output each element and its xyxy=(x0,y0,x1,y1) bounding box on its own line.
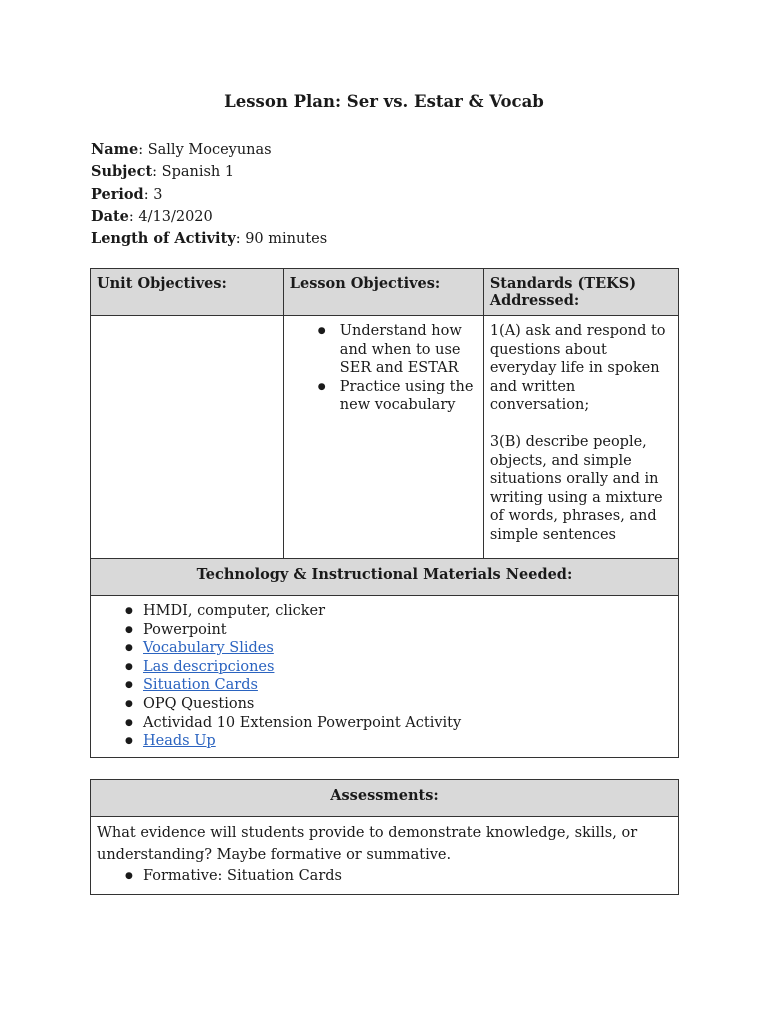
assessments-prompt: What evidence will students provide to demonstrate knowledge, skills, or understanding? Maybe formative or summative. xyxy=(97,825,638,863)
page-title: Lesson Plan: Ser vs. Estar & Vocab xyxy=(224,92,544,111)
material-heads-up xyxy=(97,732,672,751)
length-value: 90 minutes xyxy=(245,231,328,248)
lesson-info xyxy=(91,139,327,250)
period-label: Period xyxy=(91,185,144,203)
subject-value: Spanish 1 xyxy=(161,164,235,181)
name-value: Sally Moceyunas xyxy=(147,142,272,158)
period-row: Period: 3 xyxy=(91,185,163,203)
assessments-heading: Assessments xyxy=(330,787,434,804)
unit-objectives-header: Unit Objectives: xyxy=(91,269,284,316)
name-row: Name: Sally Moceyunas xyxy=(91,141,272,158)
heads-up-link[interactable]: Heads Up xyxy=(143,733,216,750)
standard-3b: 3(B) describe people, objects, and simple situations orally and in writing using a mixture of words, phrases, and simple sentences xyxy=(489,433,663,543)
situation-cards-link[interactable]: Situation Cards xyxy=(143,677,258,694)
material-las-descripciones xyxy=(97,658,672,677)
date-row: Date: 4/13/2020 xyxy=(91,207,213,225)
assessment-formative: ● Formative: Situation Cards xyxy=(97,866,672,888)
assessments-table xyxy=(90,779,679,895)
list-item: ● Practice using the new vocabulary xyxy=(312,378,477,415)
subject-row: Subject: Spanish 1 xyxy=(91,163,235,181)
materials-list xyxy=(97,602,672,751)
standards-cell xyxy=(483,316,678,570)
objectives-table xyxy=(90,268,679,570)
vocabulary-slides-link[interactable]: Vocabulary Slides xyxy=(143,640,274,657)
materials-header: Technology & Instructional Materials Needed: xyxy=(91,559,679,596)
standard-1a: 1(A) ask and respond to questions about everyday life in spoken and written conversation; xyxy=(489,323,666,414)
date-value: 4/13/2020 xyxy=(138,208,213,225)
material-hmdi: ● HMDI, computer, clicker xyxy=(97,602,672,621)
assessments-header: Assessments: xyxy=(91,780,679,817)
las-descripciones-link[interactable]: Las descripciones xyxy=(143,658,275,675)
material-opq-questions: ● OPQ Questions xyxy=(97,695,672,714)
date-label: Date xyxy=(91,207,129,225)
materials-heading: Technology & Instructional Materials Needed xyxy=(196,566,567,583)
length-row: Length of Activity: 90 minutes xyxy=(91,230,328,248)
list-item: ● Understand how and when to use SER and ESTAR xyxy=(312,322,477,378)
materials-table xyxy=(90,558,679,758)
standards-header: Standards (TEKS) Addressed: xyxy=(483,269,678,316)
length-label: Length of Activity xyxy=(91,230,236,248)
materials-cell xyxy=(91,596,679,758)
unit-objectives-cell xyxy=(91,316,284,570)
material-situation-cards xyxy=(97,676,672,695)
assessments-list xyxy=(97,866,672,888)
lesson-objectives-list xyxy=(290,322,477,415)
subject-label: Subject xyxy=(91,163,153,181)
lesson-objectives-header: Lesson Objectives: xyxy=(283,269,483,316)
assessments-cell xyxy=(91,817,679,895)
material-powerpoint: ● Powerpoint xyxy=(97,621,672,640)
material-actividad-10: ● Actividad 10 Extension Powerpoint Activity xyxy=(97,714,672,733)
material-vocabulary-slides xyxy=(97,639,672,658)
lesson-objectives-cell xyxy=(283,316,483,570)
period-value: 3 xyxy=(153,186,163,203)
name-label: Name xyxy=(91,141,139,158)
